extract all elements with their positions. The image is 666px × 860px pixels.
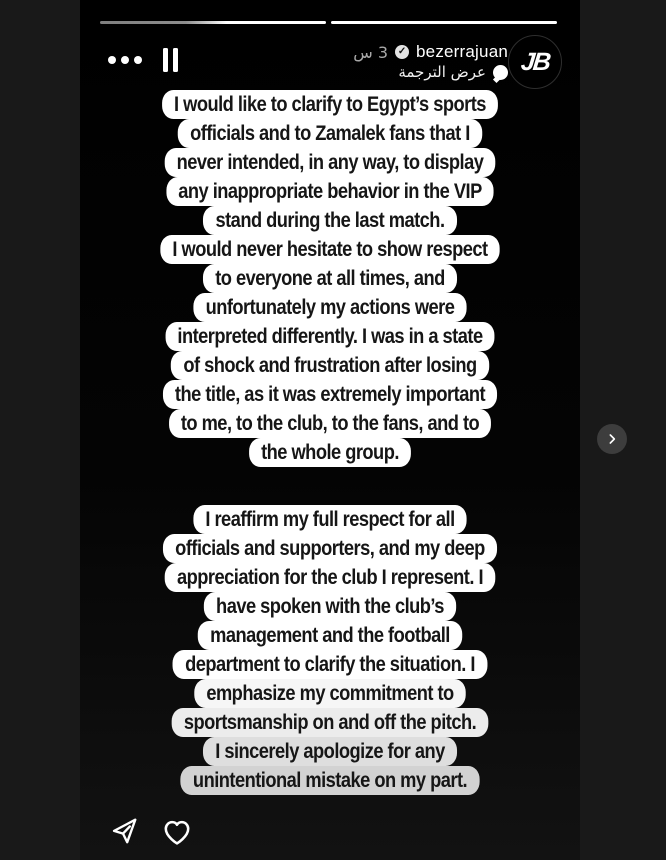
story-text-line: I would never hesitate to show respect: [160, 235, 500, 264]
story-text-line: management and the football: [198, 621, 462, 650]
chevron-right-icon: [604, 431, 620, 447]
more-options-button[interactable]: [108, 53, 142, 67]
more-options-icon: [108, 56, 116, 64]
translation-bubble-icon: [493, 65, 508, 80]
username-link[interactable]: bezerrajuan: [416, 42, 508, 61]
share-button[interactable]: [108, 814, 142, 850]
story-actions: [108, 814, 194, 850]
story-text-line: officials and to Zamalek fans that I: [178, 119, 482, 148]
progress-segment-next: [331, 21, 557, 24]
avatar[interactable]: [508, 35, 562, 89]
story-timestamp: 3 س: [353, 42, 389, 62]
next-story-button[interactable]: [597, 424, 627, 454]
story-canvas[interactable]: [80, 0, 580, 860]
pause-icon: [163, 48, 168, 72]
story-text-line: I would like to clarify to Egypt’s sports: [162, 90, 498, 119]
story-text-line: never intended, in any way, to display: [164, 148, 495, 177]
see-translation-button[interactable]: [398, 63, 508, 81]
story-text-line: the title, as it was extremely important: [163, 380, 497, 409]
story-text-line: to everyone at all times, and: [203, 264, 457, 293]
heart-icon: [161, 816, 193, 848]
story-text-line: I reaffirm my full respect for all: [193, 505, 467, 534]
story-text-line: of shock and frustration after losing: [171, 351, 489, 380]
story-text-line: I sincerely apologize for any: [203, 737, 457, 766]
story-text-line: interpreted differently. I was in a state: [165, 322, 495, 351]
avatar-monogram: JB: [519, 47, 551, 76]
story-text-line: unfortunately my actions were: [193, 293, 466, 322]
story-header: [353, 42, 508, 81]
share-icon: [109, 816, 142, 849]
story-text-line: have spoken with the club’s: [204, 592, 456, 621]
story-text-line: unintentional mistake on my part.: [181, 766, 479, 795]
progress-segment-current: [100, 21, 326, 24]
story-text-line: any inappropriate behavior in the VIP: [166, 177, 494, 206]
story-text-block-1: [113, 90, 548, 467]
story-text-line: sportsmanship on and off the pitch.: [172, 708, 489, 737]
story-text-line: department to clarify the situation. I: [173, 650, 487, 679]
story-text-line: appreciation for the club I represent. I: [165, 563, 495, 592]
username-row: [353, 42, 508, 62]
story-text-line: officials and supporters, and my deep: [163, 534, 497, 563]
story-progress-bar: [100, 21, 557, 24]
story-text-line: the whole group.: [249, 438, 411, 467]
pause-button[interactable]: [163, 48, 178, 72]
see-translation-label: عرض الترجمة: [398, 63, 486, 81]
like-button[interactable]: [160, 814, 194, 850]
story-text-block-2: [113, 505, 548, 795]
story-text-line: stand during the last match.: [203, 206, 456, 235]
story-text-line: emphasize my commitment to: [194, 679, 466, 708]
verified-badge-icon: ✓: [395, 45, 409, 59]
story-text-line: to me, to the club, to the fans, and to: [169, 409, 492, 438]
